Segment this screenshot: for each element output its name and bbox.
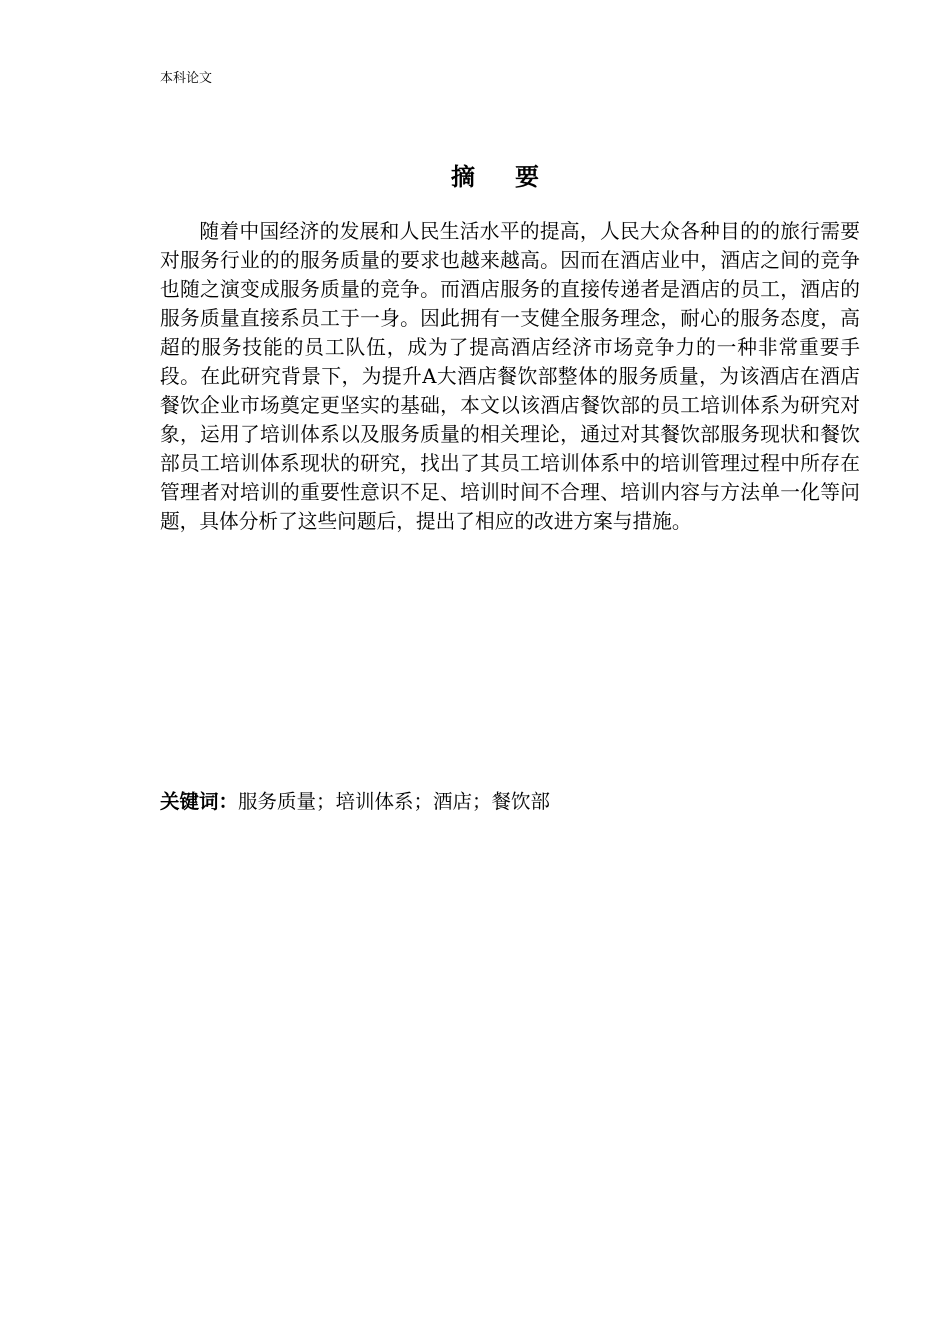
keywords-label: 关键词： xyxy=(160,790,239,813)
abstract-body: 随着中国经济的发展和人民生活水平的提高，人民大众各种目的的旅行需要对服务行业的的服务质量的要求也越来越高。因而在酒店业中，酒店之间的竞争也随之演变成服务质量的竞争。而酒店服务的直接传递者是酒店的员工，酒店的服务质量直接系员工于一身。因此拥有一支健全服务理念，耐心的服务态度，高超的服务技能的员工队伍，成为了提高酒店经济市场竞争力的一种非常重要手段。在此研究背景下，为提升A大酒店餐饮部整体的服务质量，为该酒店在酒店餐饮企业市场奠定更坚实的基础，本文以该酒店餐饮部的员工培训体系为研究对象，运用了培训体系以及服务质量的相关理论，通过对其餐饮部服务现状和餐饮部员工培训体系现状的研究，找出了其员工培训体系中的培训管理过程中所存在管理者对培训的重要性意识不足、培训时间不合理、培训内容与方法单一化等问题，具体分析了这些问题后，提出了相应的改进方案与措施。 xyxy=(160,220,860,533)
running-header: 本科论文 xyxy=(160,71,213,86)
keywords-list: 服务质量；培训体系；酒店；餐饮部 xyxy=(238,790,551,813)
abstract-title: 摘要 xyxy=(451,163,579,191)
keywords-line xyxy=(160,788,550,816)
